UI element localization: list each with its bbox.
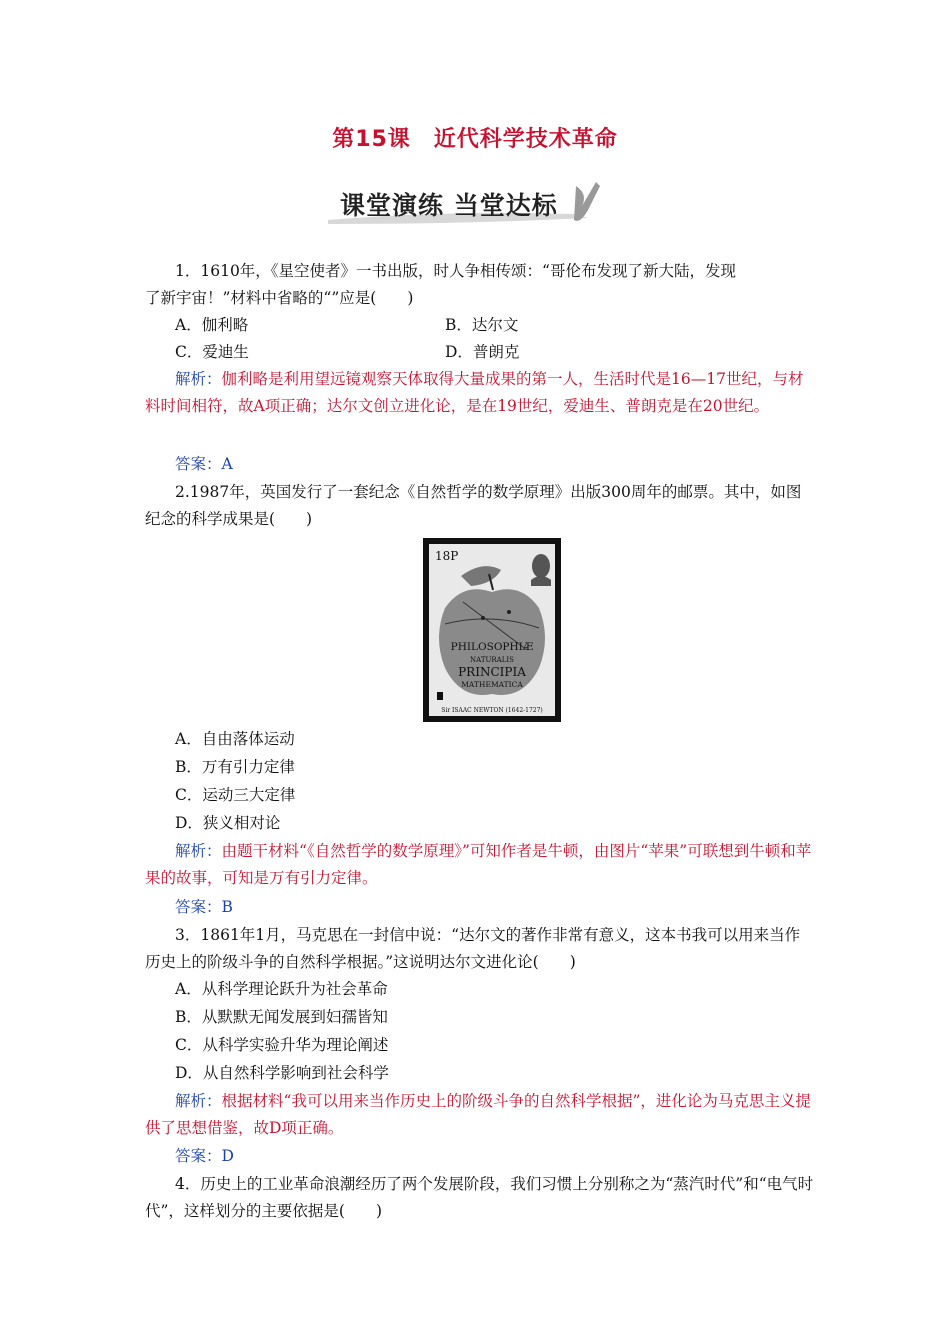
question-1-line-2: 了新宇宙！”材料中省略的“”应是( ) [145, 289, 414, 307]
stamp-line-4: MATHEMATICA [461, 680, 523, 689]
q3-option-a: A．从科学理论跃升为社会革命 [175, 980, 388, 998]
q2-option-a: A．自由落体运动 [175, 730, 295, 748]
q1-analysis-label: 解析： [175, 370, 222, 388]
q2-analysis-text: 由题干材料“《自然哲学的数学原理》”可知作者是牛顿，由图片“苹果”可联想到牛顿和苹果的故事，可知是万有引力定律。 [145, 842, 812, 887]
question-2-stem: 2.1987年，英国发行了一套纪念《自然哲学的数学原理》出版300周年的邮票。其中，如图纪念的科学成果是( ) [145, 483, 802, 528]
q3-analysis-label: 解析： [175, 1092, 222, 1110]
section-banner [326, 180, 606, 226]
q3-analysis-text: 根据材料“我可以用来当作历史上的阶级斗争的自然科学根据”，进化论为马克思主义提供了思想借鉴，故D项正确。 [145, 1092, 811, 1137]
q1-option-a: A．伽利略 [175, 316, 249, 334]
q1-analysis [145, 366, 815, 420]
question-4-stem: 4．历史上的工业革命浪潮经历了两个发展阶段，我们习惯上分别称之为“蒸汽时代”和“电气时代”，这样划分的主要依据是( ) [145, 1175, 814, 1220]
q1-option-c: C．爱迪生 [175, 343, 249, 361]
banner-text: 课堂演练 当堂达标 [340, 191, 558, 220]
q1-option-b: B．达尔文 [445, 316, 519, 334]
question-1-stem [145, 258, 815, 312]
q2-answer: 答案：B [175, 898, 233, 916]
q3-option-b: B．从默默无闻发展到妇孺皆知 [175, 1008, 388, 1026]
stamp-line-2: NATURALIS [470, 656, 514, 664]
q3-option-d: D．从自然科学影响到社会科学 [175, 1064, 389, 1082]
stamp-line-1: PHILOSOPHIÆ [450, 641, 534, 653]
page-title: 第15课 近代科学技术革命 [332, 127, 618, 152]
question-1-line-1: 1．1610年，《星空使者》一书出版，时人争相传颂：“哥伦布发现了新大陆，发现 [175, 262, 736, 280]
q2-option-c: C．运动三大定律 [175, 786, 296, 804]
q1-option-d: D．普朗克 [445, 343, 520, 361]
question-3-stem: 3．1861年1月，马克思在一封信中说：“达尔文的著作非常有意义，这本书我可以用来当作历史上的阶级斗争的自然科学根据。”这说明达尔文进化论( ) [145, 926, 801, 971]
q2-option-b: B．万有引力定律 [175, 758, 295, 776]
stamp-footer: Sir ISAAC NEWTON (1642-1727) [441, 707, 543, 714]
newton-stamp-image [423, 538, 561, 722]
q3-answer: 答案：D [175, 1147, 234, 1165]
q2-option-d: D．狭义相对论 [175, 814, 281, 832]
q1-answer: 答案：A [175, 455, 233, 473]
q3-option-c: C．从科学实验升华为理论阐述 [175, 1036, 389, 1054]
stamp-line-3: PRINCIPIA [458, 665, 526, 679]
q1-analysis-text: 伽利略是利用望远镜观察天体取得大量成果的第一人，生活时代是16—17世纪，与材料时间相符，故A项正确；达尔文创立进化论，是在19世纪，爱迪生、普朗克是在20世纪。 [145, 370, 804, 415]
stamp-value: 18P [435, 549, 459, 563]
q3-analysis [145, 1088, 815, 1142]
q2-analysis [145, 838, 815, 892]
q2-analysis-label: 解析： [175, 842, 222, 860]
